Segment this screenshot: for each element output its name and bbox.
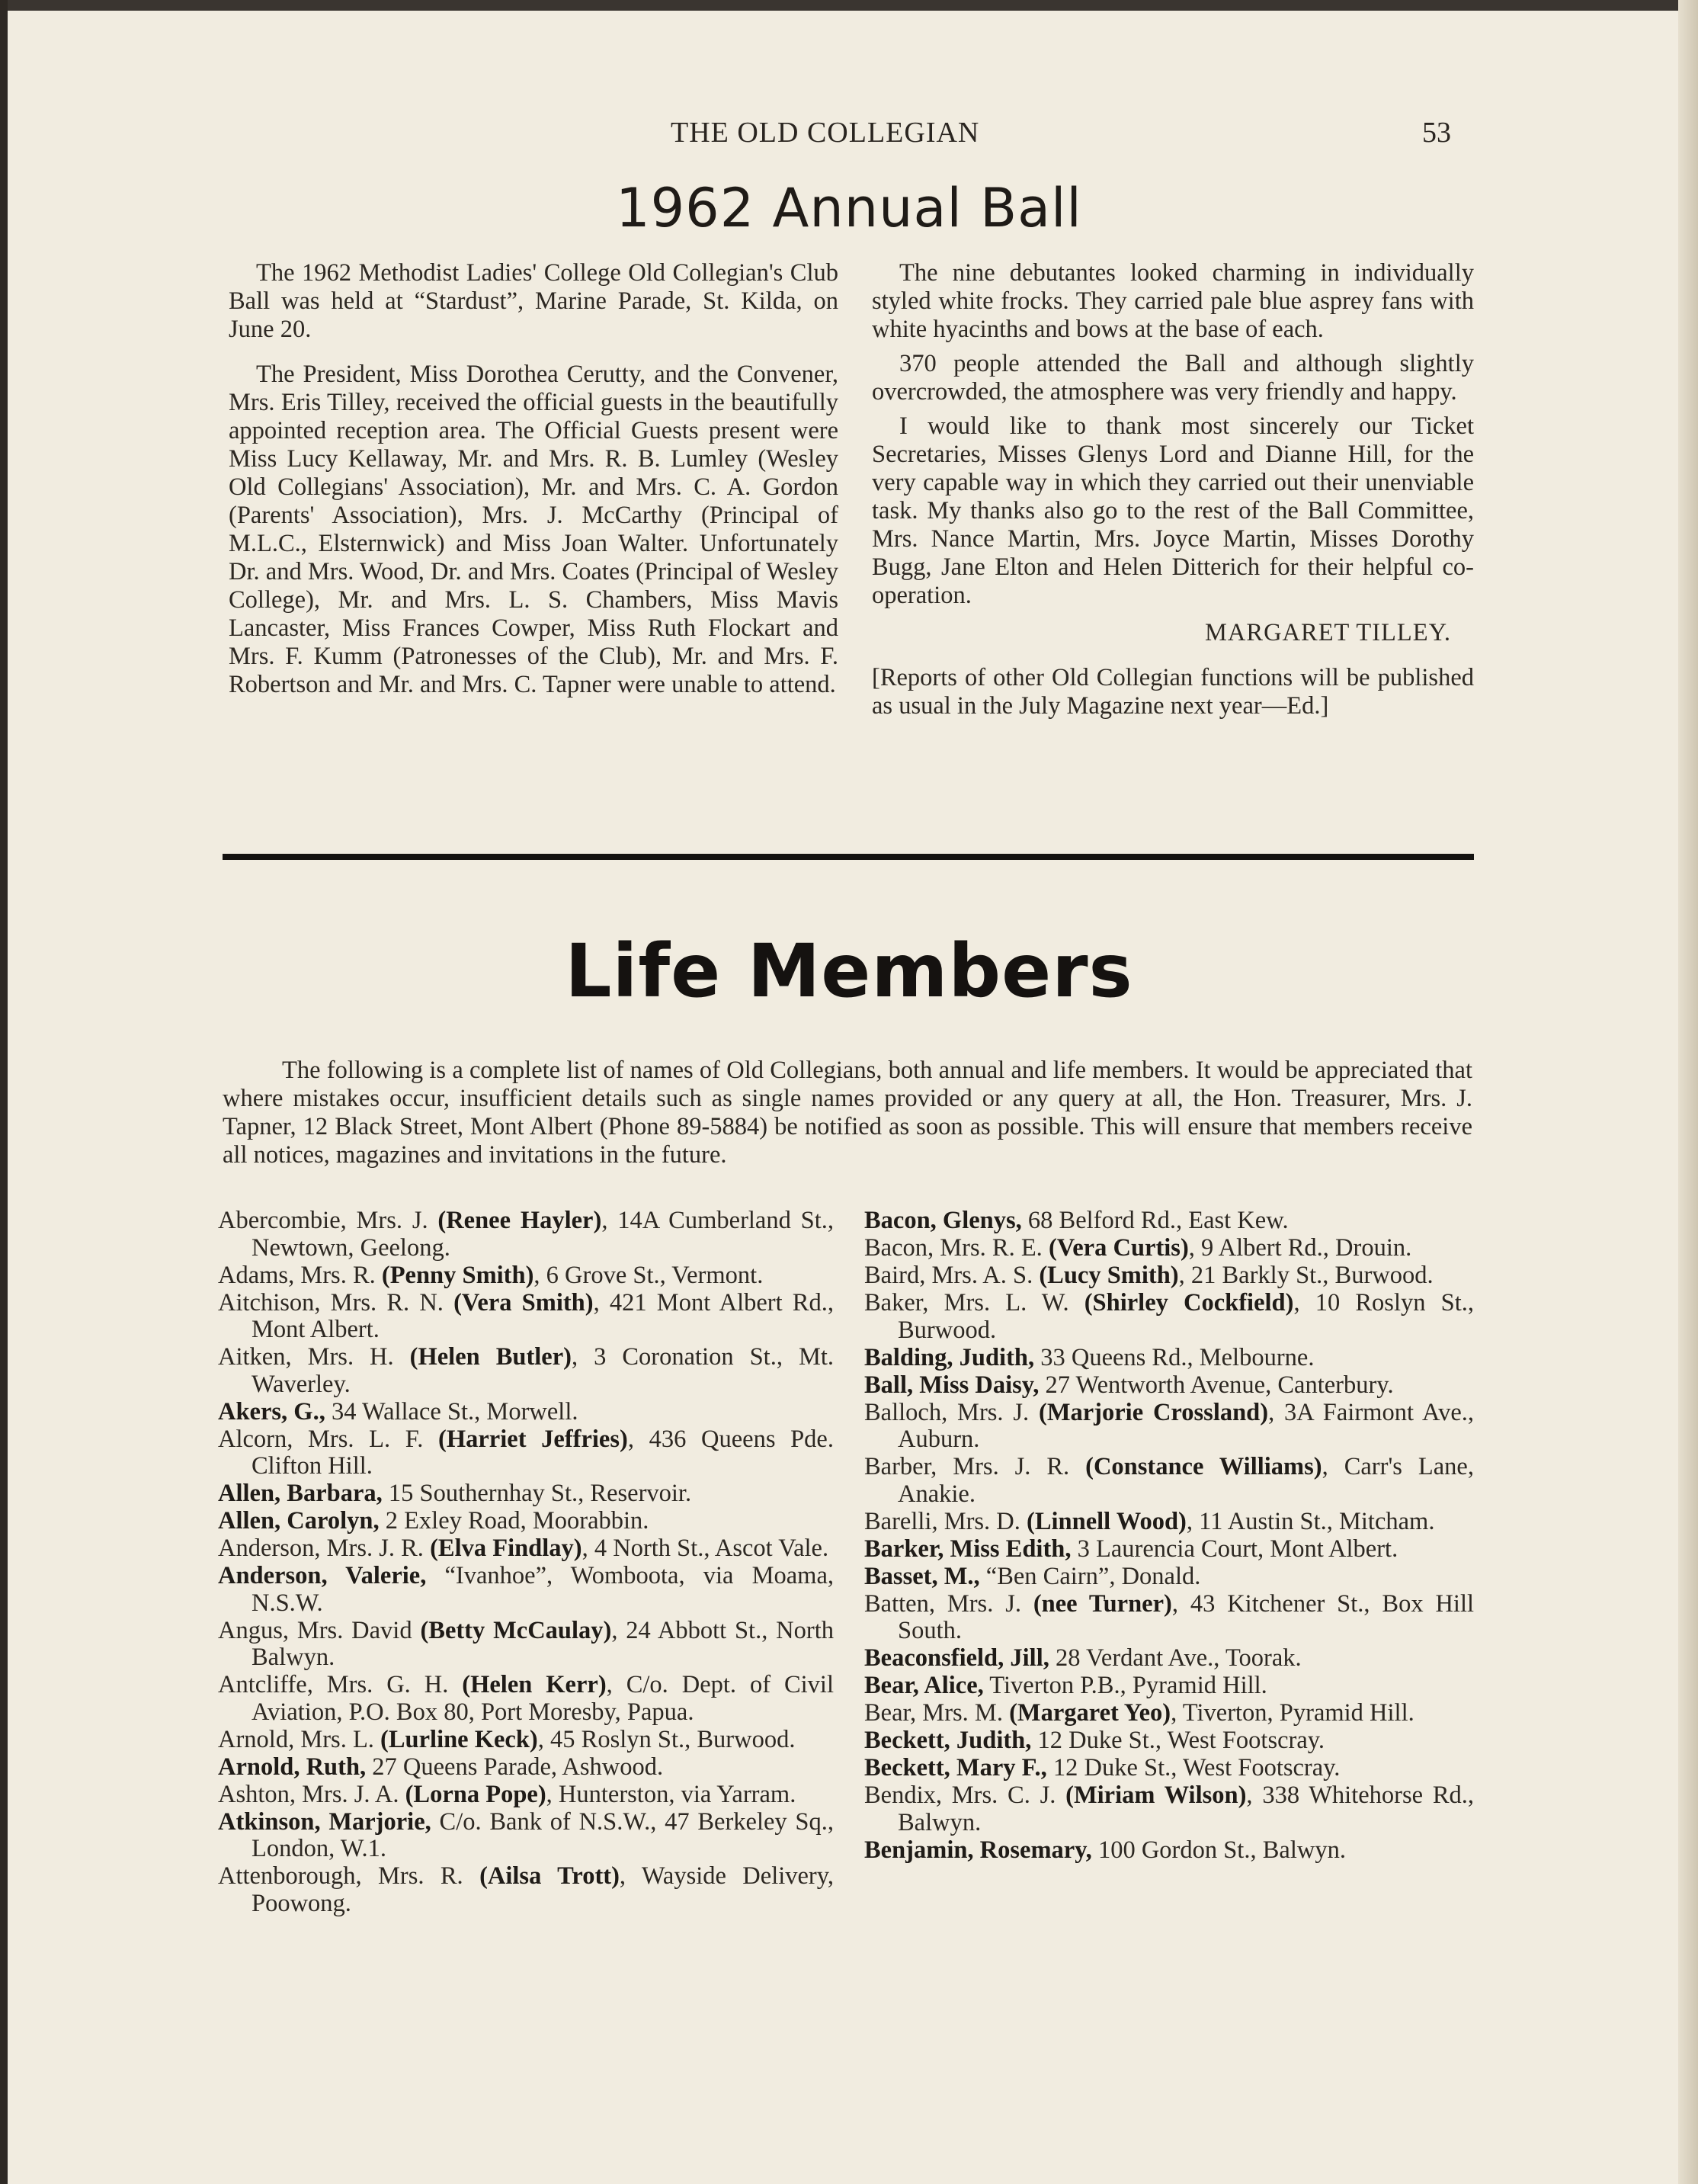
member-entry — [864, 1591, 1474, 1645]
member-entry-address: 100 Gordon St., Balwyn. — [1091, 1836, 1346, 1864]
member-entry — [864, 1782, 1474, 1836]
member-entry-name: (Lorna Pope) — [405, 1780, 546, 1808]
member-entry — [864, 1563, 1474, 1591]
member-entry — [218, 1426, 834, 1480]
member-entry-name: Barker, Miss Edith, — [864, 1535, 1072, 1563]
member-entry-text: Barelli, Mrs. D. — [864, 1507, 1027, 1535]
member-entry — [218, 1863, 834, 1917]
ball-paragraph: The nine debutantes looked charming in individually styled white frocks. They carried pale blue asprey fans with white hyacinths and bows at the base of each. — [872, 259, 1474, 343]
member-entry — [218, 1563, 834, 1617]
member-entry-address: , 10 Roslyn St., Burwood. — [898, 1289, 1474, 1344]
member-entry-name: (Betty McCaulay) — [420, 1616, 612, 1644]
member-entry-name: (Shirley Cockfield) — [1084, 1289, 1294, 1316]
member-entry-address: , 24 Abbott St., North Balwyn. — [251, 1616, 834, 1671]
member-entry-address: , Hunterston, via Yarram. — [546, 1780, 796, 1808]
member-entry-address: , 45 Roslyn St., Burwood. — [537, 1725, 796, 1753]
member-entry — [218, 1508, 834, 1535]
member-entry — [218, 1535, 834, 1563]
member-entry-address: , Carr's Lane, Anakie. — [898, 1453, 1474, 1508]
member-entry — [218, 1672, 834, 1726]
member-entry-address: , 6 Grove St., Vermont. — [533, 1261, 764, 1289]
members-list-left — [218, 1207, 834, 1918]
member-entry-text: Bendix, Mrs. C. J. — [864, 1782, 1066, 1809]
member-entry-text: Baird, Mrs. A. S. — [864, 1262, 1040, 1289]
member-entry-address: Tiverton P.B., Pyramid Hill. — [983, 1672, 1267, 1699]
member-entry — [864, 1372, 1474, 1400]
member-entry-address: , C/o. Dept. of Civil Aviation, P.O. Box 80, Port Moresby, Papua. — [251, 1671, 834, 1726]
member-entry-name: (Elva Findlay) — [430, 1535, 582, 1562]
member-entry-address: 33 Queens Rd., Melbourne. — [1034, 1343, 1315, 1371]
member-entry-name: (Vera Smith) — [453, 1288, 594, 1316]
members-intro: The following is a complete list of names of Old Collegians, both annual and life members. It would be appreciated that where mistakes occur, insufficient details such as single names provided or any query at all, the Hon. Treasurer, Mrs. J. Tapner, 12 Black Street, Mont Albert (Phone 89-5884) be notified as soon as possible. This will ensure that members receive all notices, magazines and invitations in the future. — [223, 1057, 1472, 1169]
member-entry-text: Abercombie, Mrs. J. — [218, 1207, 438, 1234]
member-entry-text: Alcorn, Mrs. L. F. — [218, 1425, 439, 1453]
member-entry-name: (Helen Butler) — [409, 1343, 572, 1371]
member-entry — [864, 1235, 1474, 1262]
member-entry-address: , 11 Austin St., Mitcham. — [1186, 1507, 1435, 1535]
member-entry — [218, 1618, 834, 1672]
member-entry — [218, 1480, 834, 1508]
scan-edge-top — [0, 0, 1698, 11]
member-entry-address: 27 Queens Parade, Ashwood. — [366, 1753, 664, 1781]
member-entry — [218, 1344, 834, 1398]
member-entry — [218, 1809, 834, 1863]
member-entry-name: (Constance Williams) — [1085, 1453, 1322, 1480]
member-entry — [864, 1454, 1474, 1508]
member-entry — [864, 1207, 1474, 1235]
section-divider — [223, 854, 1474, 860]
scan-edge-right — [1678, 0, 1698, 2184]
member-entry — [218, 1399, 834, 1426]
member-entry-name: (Marjorie Crossland) — [1039, 1398, 1269, 1426]
member-entry-name: Allen, Barbara, — [218, 1480, 383, 1507]
member-entry — [218, 1782, 834, 1809]
member-entry-text: Attenborough, Mrs. R. — [218, 1862, 480, 1890]
member-entry-text: Batten, Mrs. J. — [864, 1589, 1033, 1618]
ball-title: 1962 Annual Ball — [616, 177, 1082, 239]
member-entry-name: Allen, Carolyn, — [218, 1507, 380, 1535]
member-entry — [864, 1755, 1474, 1782]
member-entry-address: 2 Exley Road, Moorabbin. — [379, 1507, 649, 1535]
member-entry-address: , 421 Mont Albert Rd., Mont Albert. — [251, 1288, 834, 1343]
member-entry-address: 12 Duke St., West Footscray. — [1031, 1727, 1325, 1754]
member-entry-name: Balding, Judith, — [864, 1343, 1035, 1371]
member-entry — [864, 1672, 1474, 1700]
running-title: THE OLD COLLEGIAN — [671, 117, 980, 149]
member-entry-text: Aitken, Mrs. H. — [218, 1343, 410, 1371]
members-list-right — [864, 1207, 1474, 1865]
member-entry-address: , 338 Whitehorse Rd., Balwyn. — [898, 1782, 1474, 1836]
member-entry-name: (Lucy Smith) — [1039, 1262, 1179, 1289]
ball-right-column — [872, 259, 1474, 720]
member-entry-name: Atkinson, Marjorie, — [218, 1807, 431, 1836]
member-entry-name: Arnold, Ruth, — [218, 1753, 367, 1781]
member-entry — [864, 1727, 1474, 1755]
member-entry-name: (Vera Curtis) — [1048, 1234, 1189, 1262]
member-entry — [864, 1700, 1474, 1727]
ball-paragraph: I would like to thank most sincerely our Ticket Secretaries, Misses Glenys Lord and Dianne Hill, for the very capable way in which they carried out their unenviable task. My thanks also go to the rest of the Ball Committee, Mrs. Nance Martin, Mrs. Joyce Martin, Misses Dorothy Bugg, Jane Elton and Helen Ditterich for their helpful co-operation. — [872, 412, 1474, 609]
member-entry — [218, 1727, 834, 1754]
member-entry-address: , 3 Coronation St., Mt. Waverley. — [251, 1343, 834, 1398]
member-entry-text: Ashton, Mrs. J. A. — [218, 1780, 405, 1808]
member-entry-address: , 436 Queens Pde. Clifton Hill. — [251, 1425, 834, 1480]
member-entry — [218, 1207, 834, 1262]
member-entry-name: (Ailsa Trott) — [479, 1862, 620, 1890]
member-entry-text: Anderson, Mrs. J. R. — [218, 1535, 431, 1562]
page-number: 53 — [1422, 117, 1451, 149]
member-entry-address: 15 Southernhay St., Reservoir. — [382, 1480, 692, 1507]
member-entry-address: , Wayside Delivery, Poowong. — [251, 1862, 835, 1917]
member-entry-address: , 14A Cumberland St., Newtown, Geelong. — [251, 1207, 834, 1262]
member-entry-text: Balloch, Mrs. J. — [864, 1398, 1039, 1426]
member-entry-text: Bear, Mrs. M. — [864, 1699, 1010, 1727]
member-entry-name: (nee Turner) — [1033, 1589, 1172, 1618]
member-entry-address: , 43 Kitchener St., Box Hill South. — [898, 1589, 1475, 1644]
member-entry-name: Akers, G., — [218, 1397, 325, 1426]
member-entry — [218, 1262, 834, 1290]
member-entry-text: Adams, Mrs. R. — [218, 1261, 382, 1289]
scan-edge-left — [0, 0, 8, 2184]
member-entry-name: (Miriam Wilson) — [1065, 1782, 1247, 1809]
member-entry-address: , 4 North St., Ascot Vale. — [581, 1535, 829, 1562]
editor-note: [Reports of other Old Collegian functions will be published as usual in the July Magazine next year—Ed.] — [872, 664, 1474, 720]
member-entry — [864, 1262, 1474, 1290]
member-entry-name: Bear, Alice, — [864, 1672, 984, 1699]
member-entry-address: 34 Wallace St., Morwell. — [325, 1397, 578, 1426]
member-entry-name: Ball, Miss Daisy, — [864, 1371, 1040, 1399]
ball-paragraph: The 1962 Methodist Ladies' College Old Collegian's Club Ball was held at “Stardust”, Marine Parade, St. Kilda, on June 20. — [229, 259, 838, 343]
member-entry-text: Arnold, Mrs. L. — [218, 1725, 381, 1753]
member-entry-address: C/o. Bank of N.S.W., 47 Berkeley Sq., London, W.1. — [251, 1807, 834, 1862]
member-entry-text: Antcliffe, Mrs. G. H. — [218, 1671, 463, 1698]
member-entry-name: (Renee Hayler) — [437, 1207, 602, 1234]
member-entry-name: Anderson, Valerie, — [218, 1562, 427, 1589]
member-entry-text: Aitchison, Mrs. R. N. — [218, 1288, 454, 1316]
member-entry — [864, 1400, 1474, 1454]
ball-paragraph: The President, Miss Dorothea Cerutty, and the Convener, Mrs. Eris Tilley, received the official guests in the beautifully appointed reception area. The Official Guests present were Miss Lucy Kellaway, Mr. and Mrs. R. B. Lumley (Wesley Old Collegians' Association), Mr. and Mrs. C. A. Gordon (Parents' Association), Mrs. J. McCarthy (Principal of M.L.C., Elsternwick) and Miss Joan Walter. Unfortunately Dr. and Mrs. Wood, Dr. and Mrs. Coates (Principal of Wesley College), Mr. and Mrs. L. S. Chambers, Miss Mavis Lancaster, Miss Frances Cowper, Miss Ruth Flockart and Mrs. F. Kumm (Patronesses of the Club), Mr. and Mrs. F. Robertson and Mr. and Mrs. C. Tapner were unable to attend. — [229, 361, 838, 698]
member-entry-text: Bacon, Mrs. R. E. — [864, 1234, 1049, 1262]
member-entry-address: , 9 Albert Rd., Drouin. — [1188, 1234, 1412, 1262]
member-entry — [864, 1645, 1474, 1672]
member-entry-name: Benjamin, Rosemary, — [864, 1836, 1092, 1864]
member-entry — [218, 1290, 834, 1344]
member-entry-address: 27 Wentworth Avenue, Canterbury. — [1039, 1371, 1394, 1399]
member-entry-address: “Ivanhoe”, Womboota, via Moama, N.S.W. — [251, 1562, 834, 1617]
ball-paragraph: 370 people attended the Ball and although slightly overcrowded, the atmosphere was very friendly and happy. — [872, 350, 1474, 406]
member-entry — [864, 1509, 1474, 1536]
member-entry-name: Beckett, Mary F., — [864, 1754, 1047, 1782]
member-entry-name: Beckett, Judith, — [864, 1727, 1032, 1754]
member-entry-name: (Margaret Yeo) — [1009, 1699, 1171, 1727]
member-entry-name: Bacon, Glenys, — [864, 1207, 1022, 1234]
member-entry-address: “Ben Cairn”, Donald. — [979, 1562, 1201, 1590]
member-entry-address: , 21 Barkly St., Burwood. — [1178, 1262, 1434, 1289]
member-entry-address: 3 Laurencia Court, Mont Albert. — [1071, 1535, 1398, 1563]
member-entry-name: (Lurline Keck) — [380, 1725, 538, 1753]
member-entry-name: (Harriet Jeffries) — [438, 1425, 628, 1453]
member-entry — [218, 1754, 834, 1782]
member-entry — [864, 1837, 1474, 1865]
member-entry-address: , Tiverton, Pyramid Hill. — [1171, 1699, 1414, 1727]
member-entry-text: Angus, Mrs. David — [218, 1616, 421, 1644]
member-entry-text: Barber, Mrs. J. R. — [864, 1453, 1086, 1480]
member-entry-address: 68 Belford Rd., East Kew. — [1021, 1207, 1289, 1234]
member-entry-name: (Linnell Wood) — [1027, 1507, 1187, 1535]
member-entry — [864, 1536, 1474, 1563]
member-entry — [864, 1345, 1474, 1372]
member-entry-name: Basset, M., — [864, 1562, 980, 1590]
members-title: Life Members — [565, 928, 1133, 1014]
member-entry-text: Baker, Mrs. L. W. — [864, 1289, 1084, 1316]
member-entry-name: (Helen Kerr) — [462, 1671, 607, 1698]
member-entry-address: , 3A Fairmont Ave., Auburn. — [898, 1398, 1474, 1453]
ball-left-column — [229, 259, 838, 699]
member-entry — [864, 1290, 1474, 1344]
member-entry-name: (Penny Smith) — [381, 1261, 534, 1289]
signature: MARGARET TILLEY. — [1205, 619, 1451, 646]
member-entry-address: 28 Verdant Ave., Toorak. — [1049, 1644, 1302, 1672]
member-entry-address: 12 Duke St., West Footscray. — [1046, 1754, 1341, 1782]
member-entry-name: Beaconsfield, Jill, — [864, 1644, 1049, 1672]
